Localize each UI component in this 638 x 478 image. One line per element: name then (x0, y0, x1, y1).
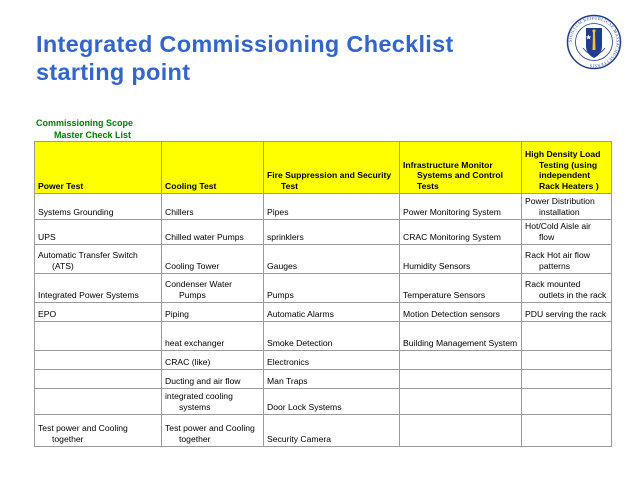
table-cell: Power Monitoring System (400, 194, 522, 220)
table-cell: PDU serving the rack (522, 303, 612, 322)
table-cell: Electronics (264, 351, 400, 370)
table-row (35, 322, 612, 351)
table-cell: EPO (35, 303, 162, 322)
table-cell: Humidity Sensors (400, 245, 522, 274)
table-row (35, 194, 612, 220)
table-cell (522, 322, 612, 351)
table-cell: Door Lock Systems (264, 389, 400, 415)
header-cell: Power Test (35, 142, 162, 194)
table-cell: Ducting and air flow (162, 370, 264, 389)
table-cell: CRAC Monitoring System (400, 220, 522, 245)
table-cell: Condenser Water Pumps (162, 274, 264, 303)
table-cell: Chillers (162, 194, 264, 220)
table-row (35, 274, 612, 303)
table-cell (400, 389, 522, 415)
title-line-1: Integrated Commissioning Checklist (36, 31, 454, 57)
header-cell: Infrastructure Monitor Systems and Control Tests (400, 142, 522, 194)
table-cell: integrated cooling systems (162, 389, 264, 415)
table-cell: Chilled water Pumps (162, 220, 264, 245)
header-cell: Fire Suppression and Security Test (264, 142, 400, 194)
table-cell: Automatic Alarms (264, 303, 400, 322)
header-row (35, 142, 612, 194)
table-row (35, 245, 612, 274)
table-row (35, 415, 612, 447)
table-cell: Man Traps (264, 370, 400, 389)
table-cell: Pumps (264, 274, 400, 303)
table-cell: Hot/Cold Aisle air flow (522, 220, 612, 245)
table-row (35, 303, 612, 322)
header-cell: Cooling Test (162, 142, 264, 194)
table-cell (522, 415, 612, 447)
table-cell (35, 389, 162, 415)
table-row (35, 351, 612, 370)
table-cell: Cooling Tower (162, 245, 264, 274)
table-cell: Gauges (264, 245, 400, 274)
table-cell: Rack Hot air flow patterns (522, 245, 612, 274)
table-cell: Smoke Detection (264, 322, 400, 351)
table-cell (400, 370, 522, 389)
table-cell: Motion Detection sensors (400, 303, 522, 322)
table-cell: Systems Grounding (35, 194, 162, 220)
header-cell: High Density Load Testing (using independent Rack Heaters ) (522, 142, 612, 194)
page-title (36, 30, 556, 86)
title-line-2: starting point (36, 59, 191, 85)
table-cell: Integrated Power Systems (35, 274, 162, 303)
table-cell (522, 389, 612, 415)
table-cell: Automatic Transfer Switch (ATS) (35, 245, 162, 274)
table-cell: Temperature Sensors (400, 274, 522, 303)
table-cell: Security Camera (264, 415, 400, 447)
scope-subtitle: Master Check List (54, 130, 132, 140)
table-cell: Rack mounted outlets in the rack (522, 274, 612, 303)
table-cell (35, 351, 162, 370)
table-row (35, 370, 612, 389)
svg-text:SIGILLUM REIPUBLICAE MASSACHUS: SIGILLUM REIPUBLICAE MASSACHUSETTENSIS (567, 15, 621, 69)
table-cell (522, 370, 612, 389)
table-row (35, 220, 612, 245)
massachusetts-seal-logo (566, 14, 622, 70)
table-cell: Piping (162, 303, 264, 322)
table-cell: CRAC (like) (162, 351, 264, 370)
table-cell (35, 370, 162, 389)
table-cell (522, 351, 612, 370)
table-cell: Pipes (264, 194, 400, 220)
table-cell: sprinklers (264, 220, 400, 245)
scope-title: Commissioning Scope (36, 118, 134, 128)
table-cell (400, 415, 522, 447)
table-cell: UPS (35, 220, 162, 245)
table-cell: Power Distribution installation (522, 194, 612, 220)
table-cell: Test power and Cooling together (35, 415, 162, 447)
table-cell: Test power and Cooling together (162, 415, 264, 447)
table-row (35, 389, 612, 415)
commissioning-scope-label (36, 117, 133, 141)
table-cell: Building Management System (400, 322, 522, 351)
table-cell (400, 351, 522, 370)
master-checklist-table (34, 141, 612, 447)
table-cell: heat exchanger (162, 322, 264, 351)
table-cell (35, 322, 162, 351)
